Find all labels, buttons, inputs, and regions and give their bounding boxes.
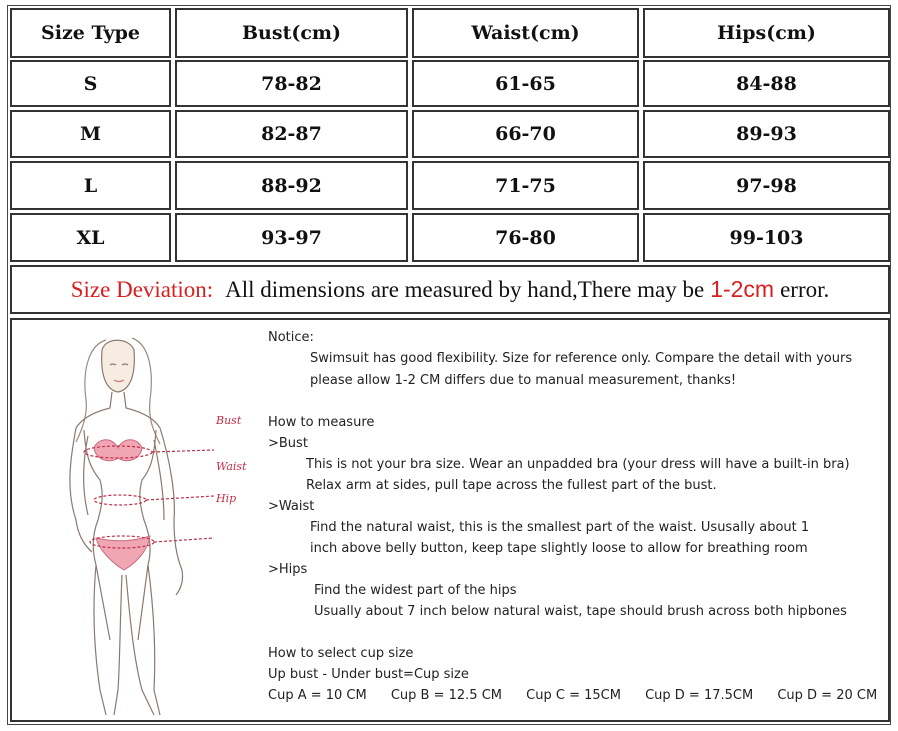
cup-title: How to select cup size — [268, 646, 414, 661]
cup-formula: Up bust - Under bust=Cup size — [268, 667, 469, 682]
size-cell: XL — [10, 213, 171, 262]
hip-label: Hip — [216, 492, 237, 505]
hips-cell: 99-103 — [643, 213, 890, 262]
hips-instruction: Find the widest part of the hips — [314, 583, 517, 598]
waist-cell: 71-75 — [412, 161, 639, 210]
waist-instruction: inch above belly button, keep tape slightly loose to allow for breathing room — [310, 541, 808, 556]
waist-cell: 76-80 — [412, 213, 639, 262]
cup-size-item: Cup D = 20 CM — [777, 688, 878, 703]
bust-heading: >Bust — [268, 436, 308, 451]
deviation-text: All dimensions are measured by hand,There may be — [225, 276, 705, 302]
waist-instruction: Find the natural waist, this is the smallest part of the waist. Ususally about 1 — [310, 520, 810, 535]
deviation-label: Size Deviation: — [70, 276, 214, 302]
waist-cell: 61-65 — [412, 60, 639, 107]
size-cell: L — [10, 161, 171, 210]
header-size-type: Size Type — [10, 8, 171, 58]
hips-cell: 97-98 — [643, 161, 890, 210]
measure-title: How to measure — [268, 415, 375, 430]
notice-title: Notice: — [268, 330, 314, 345]
header-hips: Hips(cm) — [643, 8, 890, 58]
header-waist: Waist(cm) — [412, 8, 639, 58]
cup-size-item: Cup A = 10 CM — [268, 688, 367, 703]
bust-cell: 93-97 — [175, 213, 408, 262]
bust-cell: 88-92 — [175, 161, 408, 210]
bust-instruction: This is not your bra size. Wear an unpadded bra (your dress will have a built-in bra) — [306, 457, 850, 472]
bust-cell: 78-82 — [175, 60, 408, 107]
bust-instruction: Relax arm at sides, pull tape across the fullest part of the bust. — [306, 478, 717, 493]
hips-instruction: Usually about 7 inch below natural waist, tape should brush across both hipbones — [314, 604, 847, 619]
waist-cell: 66-70 — [412, 110, 639, 158]
bust-label: Bust — [216, 414, 242, 427]
cup-size-item: Cup B = 12.5 CM — [390, 688, 503, 703]
size-cell: M — [10, 110, 171, 158]
waist-label: Waist — [216, 460, 247, 473]
deviation-suffix: error. — [780, 276, 830, 302]
waist-heading: >Waist — [268, 499, 315, 514]
cup-sizes — [268, 688, 897, 703]
bust-cell: 82-87 — [175, 110, 408, 158]
hips-cell: 84-88 — [643, 60, 890, 107]
cup-size-item: Cup C = 15CM — [526, 688, 621, 703]
deviation-range: 1-2cm — [710, 276, 775, 302]
size-cell: S — [10, 60, 171, 107]
hips-cell: 89-93 — [643, 110, 890, 158]
cup-size-item: Cup D = 17.5CM — [645, 688, 754, 703]
size-deviation-banner — [10, 265, 890, 314]
body-measurement-figure — [14, 320, 254, 720]
notice-line: Swimsuit has good flexibility. Size for reference only. Compare the detail with yours — [310, 351, 853, 366]
notice-line: please allow 1-2 CM differs due to manual measurement, thanks! — [310, 373, 737, 388]
hips-heading: >Hips — [268, 562, 308, 577]
header-bust: Bust(cm) — [175, 8, 408, 58]
